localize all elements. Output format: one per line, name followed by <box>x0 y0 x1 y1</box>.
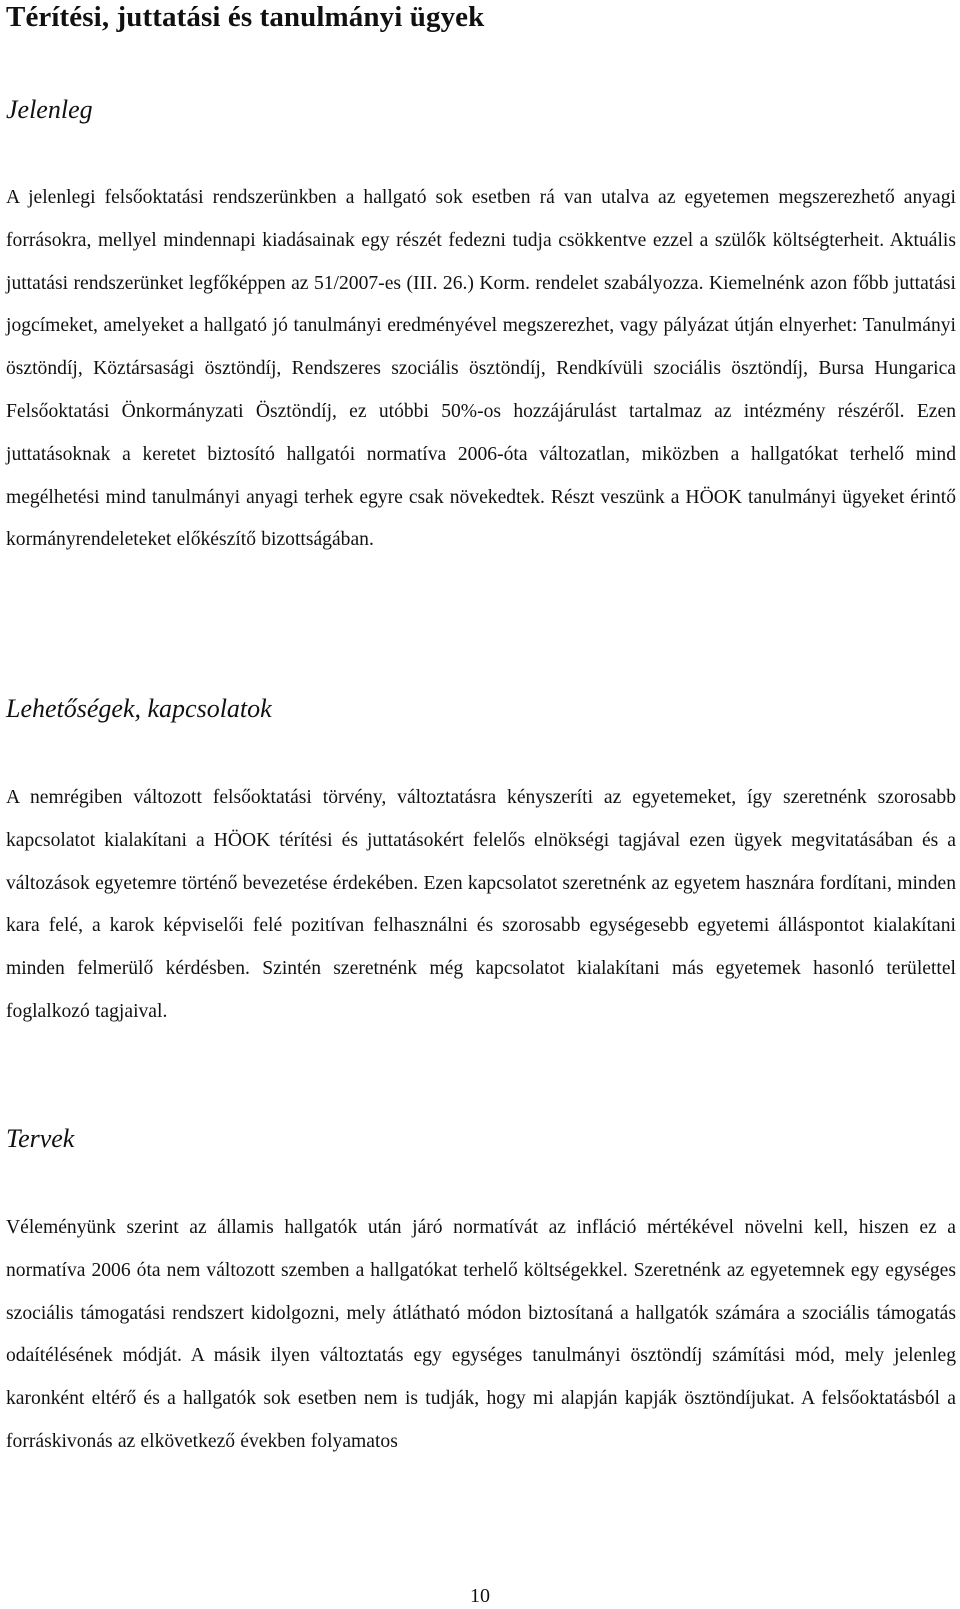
section-heading-lehetosegek: Lehetőségek, kapcsolatok <box>6 694 272 723</box>
section-paragraph-lehetosegek: A nemrégiben változott felsőoktatási törvény, változtatásra kényszeríti az egyetemeket, így szeretnénk szorosabb kapcsolatot kialakítani a HÖOK térítési és juttatásokért felelős elnökségi tagjával ezen ügyek megvitatásában és a változások egyetemre történő bevezetése érdekében. Ezen kapcsolatot szeretnénk az egyetem hasznára fordítani, minden kara felé, a karok képviselői felé pozitívan felhasználni és szorosabb egységesebb egyetemi álláspontot kialakítani minden felmerülő kérdésben. Szintén szeretnénk még kapcsolatot kialakítani más egyetemek hasonló területtel foglalkozó tagjaival. <box>6 787 956 1022</box>
section-paragraph-jelenleg: A jelenlegi felsőoktatási rendszerünkben a hallgató sok esetben rá van utalva az egyetemen megszerezhető anyagi forrásokra, mellyel mindennapi kiadásainak egy részét fedezni tudja csökkentve ezzel a szülők költségterheit. Aktuális juttatási rendszerünket legfőképpen az 51/2007-es (III. 26.) Korm. rendelet szabályozza. Kiemelnénk azon főbb juttatási jogcímeket, amelyeket a hallgató jó tanulmányi eredményével megszerezhet, vagy pályázat útján elnyerhet: Tanulmányi ösztöndíj, Köztársasági ösztöndíj, Rendszeres szociális ösztöndíj, Rendkívüli szociális ösztöndíj, Bursa Hungarica Felsőoktatási Önkormányzati Ösztöndíj, ez utóbbi 50%-os hozzájárulást tartalmaz az intézmény részéről. Ezen juttatásoknak a keretet biztosító hallgatói normatíva 2006-óta változatlan, miközben a hallgatókat terhelő mind megélhetési mind tanulmányi anyagi terhek egyre csak növekedtek. Részt veszünk a HÖOK tanulmányi ügyeket érintő kormányrendeleteket előkészítő bizottságában. <box>6 187 956 551</box>
section-heading-jelenleg: Jelenleg <box>6 95 93 124</box>
page-number: 10 <box>470 1585 490 1607</box>
section-heading-tervek: Tervek <box>6 1124 75 1153</box>
document-title: Térítési, juttatási és tanulmányi ügyek <box>6 1 485 33</box>
section-paragraph-tervek: Véleményünk szerint az államis hallgatók után járó normatívát az infláció mértékével növelni kell, hiszen ez a normatíva 2006 óta nem változott szemben a hallgatókat terhelő költségekkel. Szeretnénk az egyetemnek egy egységes szociális támogatási rendszert kidolgozni, mely átlátható módon biztosítaná a hallgatók számára a szociális támogatás odaítélésének módját. A másik ilyen változtatás egy egységes tanulmányi ösztöndíj számítási mód, mely jelenleg karonként eltérő és a hallgatók sok esetben nem is tudják, hogy mi alapján kapják ösztöndíjukat. A felsőoktatásból a forráskivonás az elkövetkező években folyamatos <box>6 1217 956 1452</box>
